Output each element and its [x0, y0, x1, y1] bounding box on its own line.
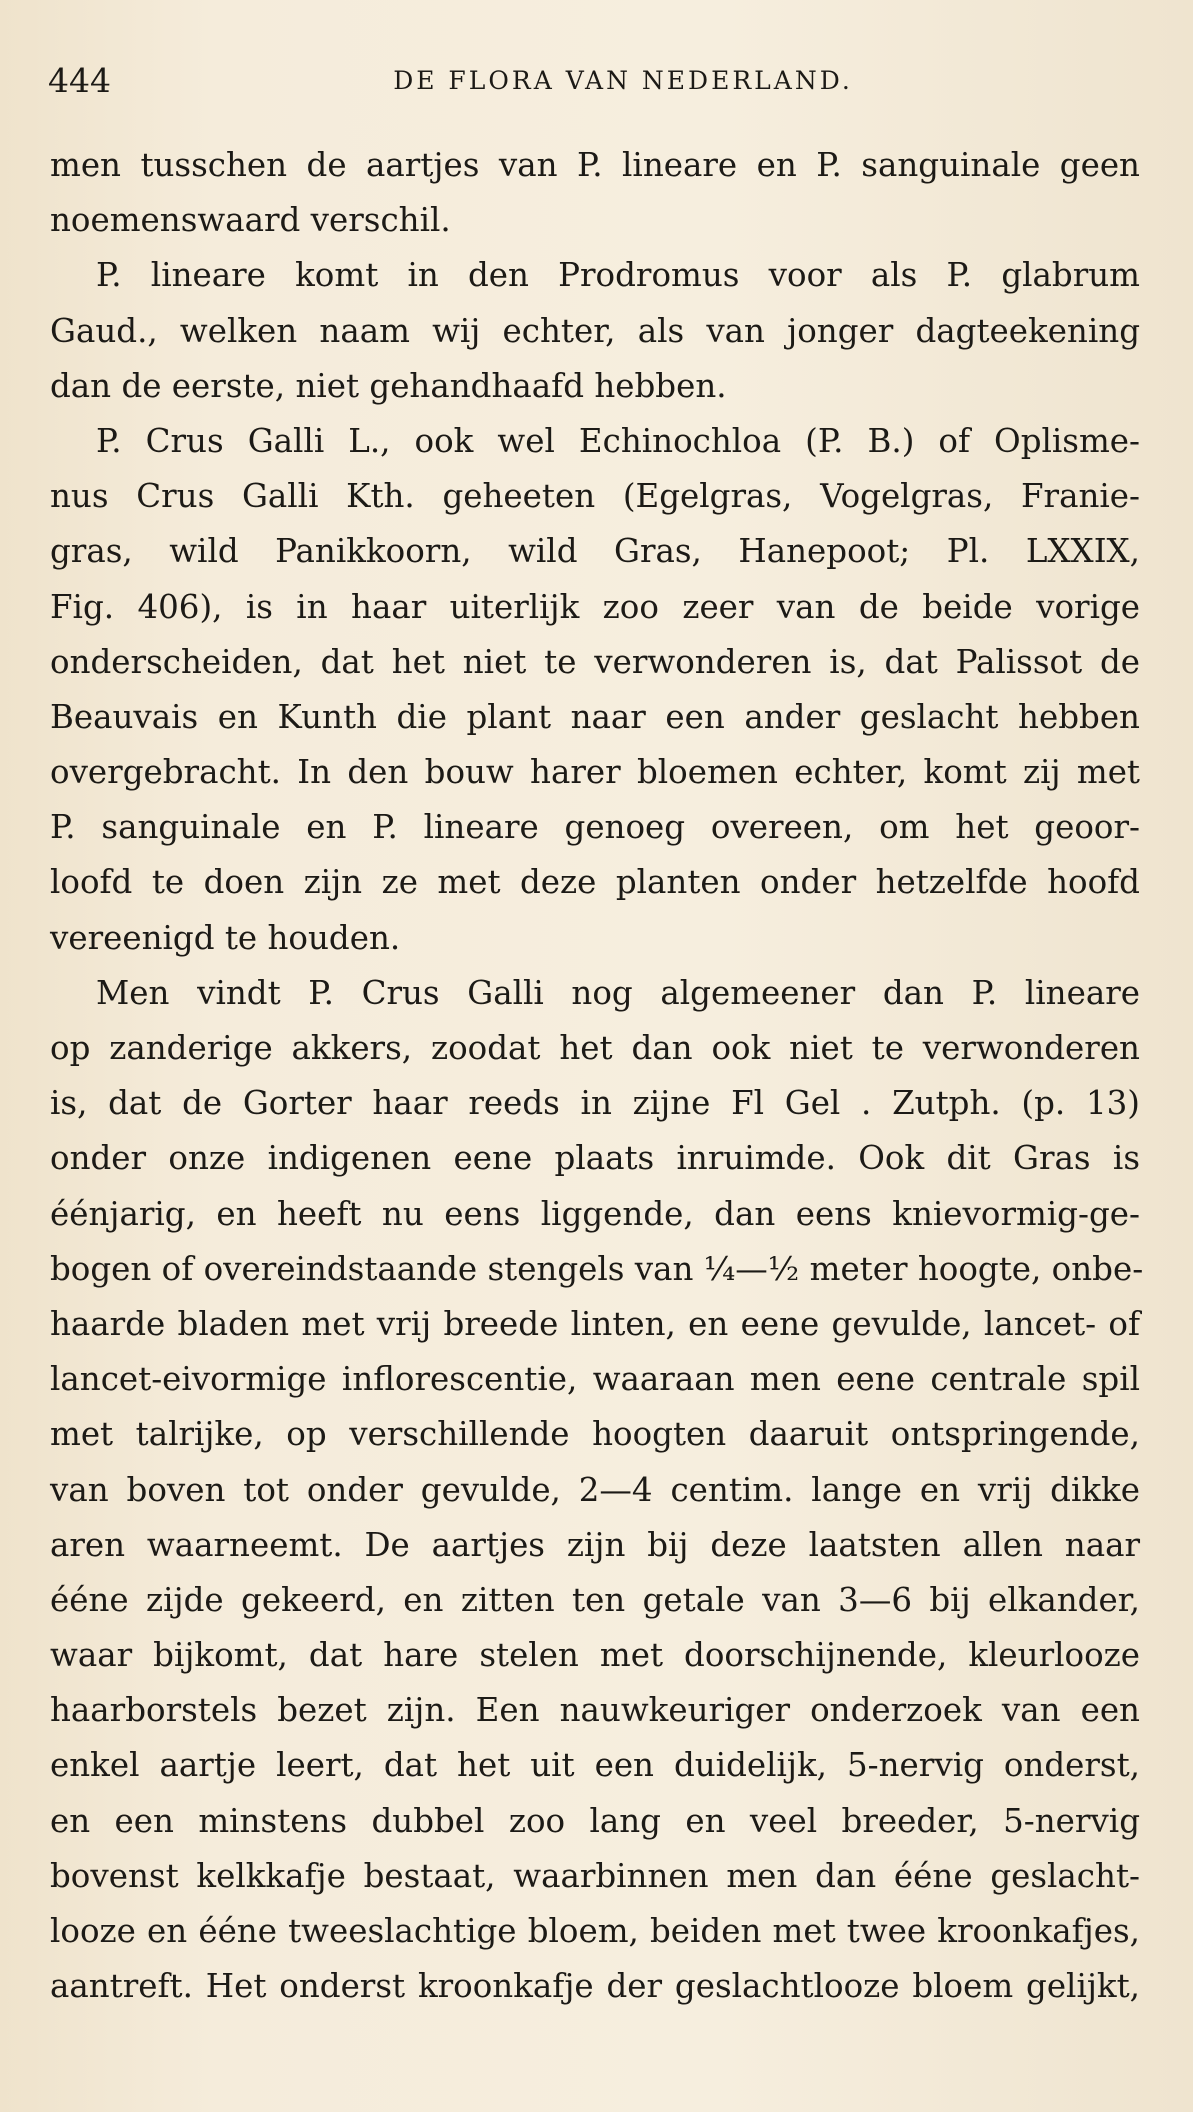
- text-line: met talrijke, op verschillende hoogten daaruit ontspringende,: [50, 1415, 1140, 1454]
- text-line: P. lineare komt in den Prodromus voor als P. glabrum: [96, 256, 1140, 295]
- text-line: onderscheiden, dat het niet te verwonderen is, dat Palissot de: [50, 642, 1140, 681]
- text-line: haarde bladen met vrij breede linten, en eene gevulde, lancet- of: [50, 1304, 1140, 1343]
- text-line: Beauvais en Kunth die plant naar een ander geslacht hebben: [50, 697, 1140, 736]
- text-line: en een minstens dubbel zoo lang en veel breeder, 5-nervig: [50, 1801, 1140, 1840]
- body-text: [50, 138, 1144, 2014]
- text-line: dan de eerste, niet gehandhaafd hebben.: [50, 366, 727, 405]
- text-line: nus Crus Galli Kth. geheeten (Egelgras, Vogelgras, Franie-: [50, 477, 1140, 516]
- text-line: aren waarneemt. De aartjes zijn bij deze laatsten allen naar: [50, 1525, 1140, 1564]
- text-line: Fig. 406), is in haar uiterlijk zoo zeer van de beide vorige: [50, 587, 1140, 626]
- text-line: haarborstels bezet zijn. Een nauwkeuriger onderzoek van een: [50, 1691, 1140, 1730]
- text-line: bovenst kelkkafje bestaat, waarbinnen men dan ééne geslacht-: [50, 1856, 1140, 1895]
- text-line: lancet-eivormige inflorescentie, waaraan men eene centrale spil: [50, 1360, 1140, 1399]
- page-header: [48, 58, 1158, 104]
- text-line: loofd te doen zijn ze met deze planten onder hetzelfde hoofd: [50, 863, 1140, 902]
- text-line: overgebracht. In den bouw harer bloemen echter, komt zij met: [50, 753, 1140, 792]
- text-line: gras, wild Panikkoorn, wild Gras, Hanepoot; Pl. LXXIX,: [50, 532, 1140, 571]
- text-line: op zanderige akkers, zoodat het dan ook niet te verwonderen: [50, 1029, 1140, 1067]
- text-line: éénjarig, en heeft nu eens liggende, dan eens knievormig-ge-: [50, 1194, 1140, 1233]
- text-line: noemenswaard verschil.: [50, 201, 451, 240]
- text-line: Gaud., welken naam wij echter, als van jonger dagteekening: [50, 311, 1140, 350]
- text-line: ééne zijde gekeerd, en zitten ten getale van 3—6 bij elkander,: [50, 1580, 1140, 1619]
- text-line: van boven tot onder gevulde, 2—4 centim. lange en vrij dikke: [50, 1470, 1140, 1509]
- text-line: bogen of overeindstaande stengels van ¼—½ meter hoogte, onbe-: [50, 1249, 1144, 1288]
- text-line: enkel aartje leert, dat het uit een duidelijk, 5-nervig onderst,: [50, 1746, 1140, 1785]
- text-line: aantreft. Het onderst kroonkafje der geslachtlooze bloem gelijkt,: [50, 1967, 1140, 2006]
- text-line: P. Crus Galli L., ook wel Echinochloa (P. B.) of Oplisme-: [96, 421, 1140, 460]
- text-line: Men vindt P. Crus Galli nog algemeener dan P. lineare: [96, 973, 1140, 1012]
- page-number: 444: [48, 61, 111, 100]
- text-line: looze en ééne tweeslachtige bloem, beiden met twee kroonkafjes,: [50, 1912, 1140, 1950]
- text-line: onder onze indigenen eene plaats inruimde. Ook dit Gras is: [50, 1139, 1140, 1178]
- text-line: waar bijkomt, dat hare stelen met doorschijnende, kleurlooze: [50, 1636, 1140, 1675]
- text-line: is, dat de Gorter haar reeds in zijne Fl Gel . Zutph. (p. 13): [50, 1084, 1140, 1123]
- text-line: P. sanguinale en P. lineare genoeg overeen, om het geoor-: [50, 808, 1140, 847]
- text-line: vereenigd te houden.: [50, 918, 401, 957]
- running-title: DE FLORA VAN NEDERLAND.: [393, 66, 853, 95]
- text-line: men tusschen de aartjes van P. lineare en P. sanguinale geen: [50, 146, 1140, 184]
